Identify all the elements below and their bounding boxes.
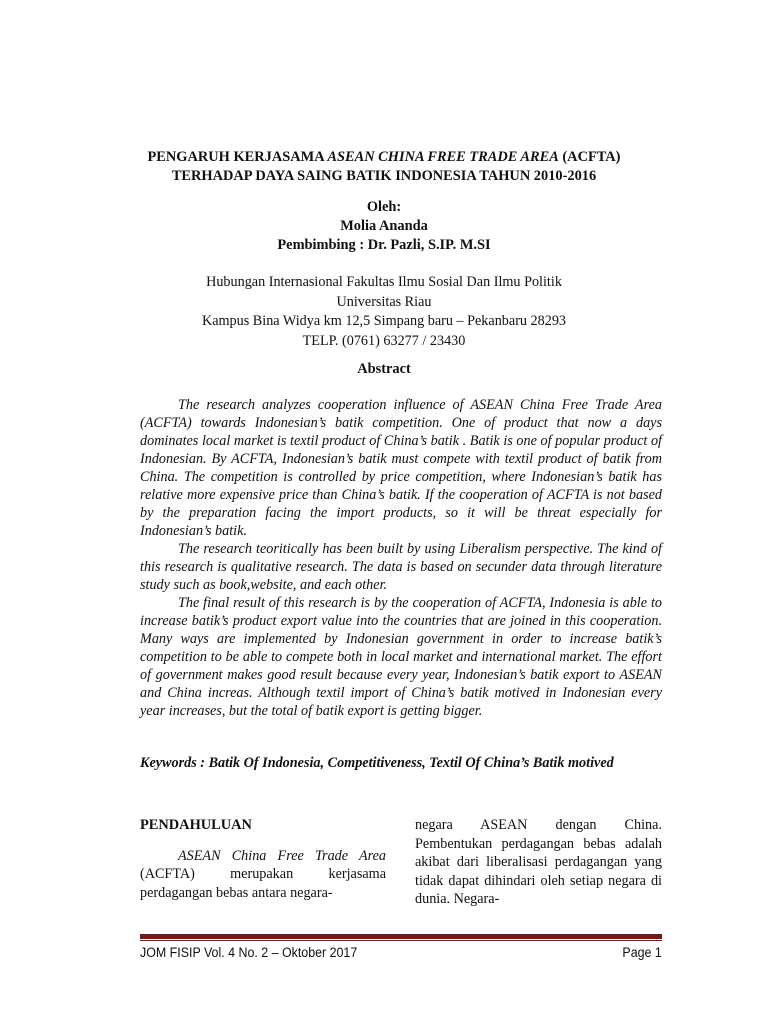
affiliation-address: Kampus Bina Widya km 12,5 Simpang baru – Pekanbaru 28293 [201, 313, 567, 329]
title-italic: ASEAN CHINA FREE TRADE AREA [327, 149, 559, 165]
intro-paragraph-right: negara ASEAN dengan China. Pembentukan perdagangan bebas adalah akibat dari liberalisasi perdagangan yang tidak dapat dihindari oleh setiap negara di dunia. Negara- [415, 817, 662, 907]
by-label: Oleh: [366, 199, 402, 215]
section-heading: PENDAHULUAN [140, 817, 252, 833]
author-block [100, 198, 668, 255]
footer-divider [140, 934, 662, 939]
keywords: Keywords : Batik Of Indonesia, Competitiveness, Textil Of China’s Batik motived [140, 755, 614, 771]
title-prefix: PENGARUH KERJASAMA [147, 149, 328, 165]
footer-journal: JOM FISIP Vol. 4 No. 2 – Oktober 2017 [140, 945, 358, 960]
footer-page-number: Page 1 [622, 945, 662, 960]
affiliation-department: Hubungan Internasional Fakultas Ilmu Sosial Dan Ilmu Politik [206, 274, 562, 290]
author-name: Molia Ananda [340, 218, 428, 234]
supervisor-name: Pembimbing : Dr. Pazli, S.IP. M.SI [277, 237, 491, 253]
affiliation-university: Universitas Riau [336, 293, 432, 310]
abstract-paragraph: The final result of this research is by the cooperation of ACFTA, Indonesia is able to increase batik’s product export value into the countries that are joined in this cooperation. Many ways are implemented by Indonesian government in order to increase batik’s competition to be able to compete both in local market and international market. The effort of government makes good result because every year, Indonesian’s batik export to ASEAN and China increas. Although textil import of China’s batik motived in Indonesian every year increases, but the total of batik export is getting bigger. [140, 595, 662, 719]
abstract-body [140, 396, 662, 720]
abstract-paragraph: The research teoritically has been built by using Liberalism perspective. The kind of this research is qualitative research. The data is based on secunder data through literature study such as book,website, and each other. [140, 541, 662, 593]
intro-left-text: (ACFTA) merupakan kerjasama perdagangan bebas antara negara- [140, 866, 386, 901]
title-line-1 [100, 148, 668, 167]
affiliation-phone: TELP. (0761) 63277 / 23430 [302, 332, 466, 349]
intro-paragraph-left [140, 847, 386, 903]
paper-title [100, 148, 668, 186]
affiliation-block [100, 273, 668, 351]
intro-right-column [415, 816, 662, 909]
footer-divider-thin [140, 940, 662, 941]
abstract-heading: Abstract [357, 361, 411, 377]
title-suffix: (ACFTA) [558, 149, 621, 165]
intro-left-column [140, 816, 386, 902]
abstract-paragraph: The research analyzes cooperation influence of ASEAN China Free Trade Area (ACFTA) towards Indonesian’s batik competition. One of product that now a days dominates local market is textil product of China’s batik . Batik is one of popular product of Indonesian. By ACFTA, Indonesian’s batik must compete with textil product of batik from China. The competition is controlled by price competition, where Indonesian’s batik has relative more expensive price than China’s batik. If the cooperation of ACFTA is not based by the preparation facing the import products, so it will be threat especially for Indonesian’s batik. [140, 397, 662, 539]
intro-italic-term: ASEAN China Free Trade Area [178, 847, 386, 864]
title-line-2: TERHADAP DAYA SAING BATIK INDONESIA TAHUN 2010-2016 [171, 168, 597, 184]
